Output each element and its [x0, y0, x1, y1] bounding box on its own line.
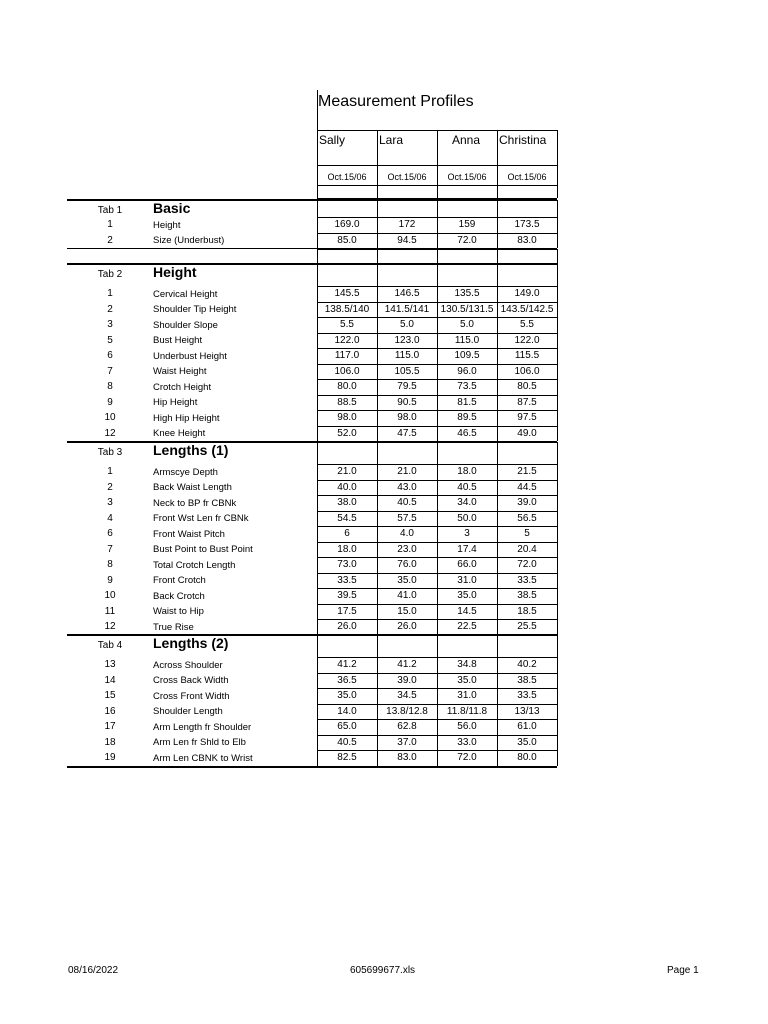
column-divider: [557, 249, 558, 264]
row-label: Shoulder Tip Height: [153, 304, 237, 315]
column-divider: [557, 264, 558, 441]
value-cell: 40.0: [337, 481, 357, 493]
value-cell: 40.2: [517, 659, 537, 670]
column-date-anna: Oct.15/06: [447, 172, 487, 182]
column-divider: [377, 200, 378, 248]
value-cell: 57.5: [397, 512, 417, 524]
row-label: Front Wst Len fr CBNk: [153, 513, 249, 524]
row-number: 8: [107, 559, 113, 570]
value-cell: 47.5: [397, 427, 417, 439]
row-label: Arm Length fr Shoulder: [153, 721, 252, 733]
value-cell: 66.0: [457, 559, 477, 570]
row-number: 7: [107, 365, 113, 377]
column-divider: [317, 200, 318, 248]
column-divider: [557, 200, 558, 248]
value-cell: 141.5/141: [384, 303, 430, 315]
title-divider: [317, 90, 318, 130]
value-cell: 26.0: [337, 621, 357, 632]
value-cell: 62.8: [397, 721, 417, 732]
value-cell: 11.8/11.8: [446, 705, 488, 717]
value-cell: 26.0: [397, 621, 417, 632]
column-divider: [497, 264, 498, 441]
row-number: 12: [104, 621, 116, 632]
section-title: Height: [153, 264, 197, 280]
value-cell: 13.8/12.8: [386, 705, 428, 717]
value-cell: 18.5: [517, 605, 537, 617]
row-label: Neck to BP fr CBNk: [153, 497, 237, 509]
value-cell: 39.5: [337, 590, 357, 601]
value-cell: 22.5: [457, 621, 477, 632]
value-cell: 90.5: [397, 396, 417, 408]
value-cell: 40.5: [337, 736, 357, 748]
value-cell: 33.5: [337, 574, 357, 586]
column-date-christina: Oct.15/06: [507, 172, 547, 182]
section-title: Lengths (2): [153, 635, 229, 651]
value-cell: 87.5: [517, 396, 537, 408]
value-cell: 72.0: [457, 752, 477, 763]
row-number: 1: [107, 466, 113, 477]
value-cell: 83.0: [397, 752, 417, 763]
value-cell: 106.0: [514, 365, 540, 377]
row-number: 6: [107, 350, 113, 361]
value-cell: 14.0: [337, 705, 357, 717]
value-cell: 106.0: [334, 365, 360, 377]
value-cell: 122.0: [334, 334, 360, 346]
row-number: 2: [107, 303, 113, 315]
section-title: Basic: [153, 200, 191, 216]
row-number: 3: [107, 319, 113, 330]
column-divider: [377, 635, 378, 766]
value-cell: 85.0: [337, 234, 357, 246]
value-cell: 122.0: [514, 334, 540, 346]
value-cell: 35.0: [457, 590, 477, 601]
row-label: Knee Height: [153, 428, 206, 439]
value-cell: 34.5: [397, 690, 417, 701]
row-label: Shoulder Length: [153, 706, 223, 717]
column-divider: [317, 249, 318, 264]
value-cell: 6: [344, 528, 350, 539]
row-number: 11: [104, 605, 116, 617]
value-cell: 115.0: [454, 334, 480, 346]
column-date-lara: Oct.15/06: [387, 172, 427, 182]
row-label: Cross Back Width: [153, 675, 229, 686]
row-label: Waist to Hip: [153, 606, 204, 617]
value-cell: 115.5: [514, 350, 540, 361]
row-label: Bust Point to Bust Point: [153, 544, 253, 555]
row-number: 7: [107, 543, 113, 555]
column-divider: [497, 635, 498, 766]
row-number: 1: [107, 288, 113, 299]
column-divider: [437, 264, 438, 441]
column-date-sally: Oct.15/06: [327, 172, 367, 182]
value-cell: 23.0: [397, 543, 417, 555]
value-cell: 39.0: [517, 497, 537, 508]
column-divider: [317, 635, 318, 766]
value-cell: 80.5: [517, 381, 537, 392]
value-cell: 14.5: [457, 605, 477, 617]
value-cell: 49.0: [517, 427, 537, 439]
value-cell: 135.5: [454, 288, 480, 299]
column-divider: [317, 442, 318, 635]
value-cell: 17.4: [457, 543, 477, 555]
value-cell: 143.5/142.5: [500, 303, 554, 315]
value-cell: 41.2: [337, 659, 357, 670]
value-cell: 159: [458, 219, 476, 230]
row-label: Armscye Depth: [153, 466, 218, 478]
header-column-divider: [437, 130, 438, 198]
section-top-border: [67, 634, 557, 636]
value-cell: 115.0: [394, 350, 420, 361]
value-cell: 46.5: [457, 427, 477, 439]
column-divider: [497, 200, 498, 248]
value-cell: 98.0: [397, 412, 417, 423]
value-cell: 109.5: [454, 350, 480, 361]
column-divider: [497, 249, 498, 264]
value-cell: 146.5: [394, 288, 420, 299]
value-cell: 5.5: [340, 319, 354, 330]
row-number: 18: [104, 736, 116, 748]
value-cell: 20.4: [517, 543, 537, 555]
value-cell: 98.0: [337, 412, 357, 423]
column-divider: [317, 264, 318, 441]
row-number: 10: [104, 590, 116, 601]
value-cell: 50.0: [457, 512, 477, 524]
value-cell: 80.0: [517, 752, 537, 763]
footer-filename: 605699677.xls: [350, 965, 416, 976]
value-cell: 173.5: [514, 219, 540, 230]
value-cell: 89.5: [457, 412, 477, 423]
value-cell: 105.5: [394, 365, 420, 377]
value-cell: 33.5: [517, 690, 537, 701]
section-tab-label: Tab 2: [97, 269, 123, 280]
value-cell: 21.5: [517, 466, 537, 477]
row-number: 2: [107, 234, 113, 246]
row-number: 4: [107, 512, 113, 524]
value-cell: 21.0: [397, 466, 417, 477]
row-number: 9: [107, 574, 113, 586]
row-label: True Rise: [153, 621, 194, 633]
value-cell: 35.0: [397, 574, 417, 586]
value-cell: 3: [464, 528, 470, 539]
column-name-sally: Sally: [319, 133, 346, 147]
column-divider: [437, 200, 438, 248]
header-column-divider: [317, 130, 318, 198]
value-cell: 117.0: [334, 350, 360, 361]
row-number: 19: [104, 752, 116, 763]
value-cell: 5.5: [520, 319, 534, 330]
row-number: 3: [107, 497, 113, 508]
row-label: Shoulder Slope: [153, 319, 218, 331]
column-divider: [557, 635, 558, 766]
section-top-border: [67, 199, 557, 201]
value-cell: 40.5: [397, 497, 417, 508]
row-label: Back Crotch: [153, 590, 205, 602]
value-cell: 41.2: [397, 659, 417, 670]
row-number: 10: [104, 412, 116, 423]
value-cell: 61.0: [517, 721, 537, 732]
header-column-divider: [377, 130, 378, 198]
row-label: Underbust Height: [153, 350, 227, 362]
page-title: Measurement Profiles: [318, 93, 474, 110]
value-cell: 18.0: [457, 466, 477, 477]
value-cell: 96.0: [457, 365, 477, 377]
value-cell: 56.5: [517, 512, 537, 524]
row-label: Arm Len fr Shld to Elb: [153, 737, 246, 748]
value-cell: 5.0: [460, 319, 474, 330]
table-bottom-border: [67, 766, 557, 768]
value-cell: 31.0: [457, 574, 477, 586]
row-label: Bust Height: [153, 335, 203, 346]
value-cell: 72.0: [457, 234, 477, 246]
section-top-border: [67, 441, 557, 443]
column-divider: [377, 264, 378, 441]
value-cell: 33.5: [517, 574, 537, 586]
value-cell: 80.0: [337, 381, 357, 392]
footer-date: 08/16/2022: [68, 965, 119, 976]
value-cell: 13/13: [514, 705, 540, 717]
value-cell: 145.5: [334, 288, 360, 299]
row-number: 5: [107, 334, 113, 346]
row-label: Height: [153, 219, 181, 231]
value-cell: 37.0: [397, 736, 417, 748]
value-cell: 73.5: [457, 381, 477, 392]
column-divider: [437, 442, 438, 635]
value-cell: 40.5: [457, 481, 477, 493]
value-cell: 82.5: [337, 752, 357, 763]
row-number: 12: [104, 427, 116, 439]
row-label: Cross Front Width: [153, 690, 230, 702]
row-label: Arm Len CBNK to Wrist: [153, 752, 253, 764]
section-divider: [67, 248, 317, 249]
value-cell: 52.0: [337, 427, 357, 439]
row-number: 16: [104, 705, 116, 717]
value-cell: 65.0: [337, 721, 357, 732]
value-cell: 21.0: [337, 466, 357, 477]
row-label: Cervical Height: [153, 288, 218, 300]
section-tab-label: Tab 1: [97, 205, 123, 216]
row-label: Waist Height: [153, 366, 207, 377]
row-label: Crotch Height: [153, 381, 212, 393]
value-cell: 25.5: [517, 621, 537, 632]
value-cell: 54.5: [337, 512, 357, 524]
value-cell: 5: [524, 528, 530, 539]
column-name-christina: Christina: [499, 133, 547, 147]
value-cell: 18.0: [337, 543, 357, 555]
value-cell: 17.5: [337, 605, 357, 617]
row-number: 9: [107, 396, 113, 408]
column-divider: [497, 442, 498, 635]
value-cell: 83.0: [517, 234, 537, 246]
value-cell: 15.0: [397, 605, 417, 617]
section-tab-label: Tab 4: [97, 640, 123, 651]
value-cell: 56.0: [457, 721, 477, 732]
column-divider: [557, 442, 558, 635]
value-cell: 38.5: [517, 590, 537, 601]
row-number: 13: [104, 659, 116, 670]
value-cell: 81.5: [457, 396, 477, 408]
row-number: 6: [107, 528, 113, 539]
section-top-border: [67, 263, 557, 265]
value-cell: 34.8: [457, 659, 477, 670]
value-cell: 44.5: [517, 481, 537, 493]
row-label: Across Shoulder: [153, 659, 223, 671]
value-cell: 88.5: [337, 396, 357, 408]
value-cell: 172: [398, 219, 416, 230]
section-title: Lengths (1): [153, 442, 229, 458]
column-divider: [377, 249, 378, 264]
value-cell: 130.5/131.5: [440, 303, 494, 315]
value-cell: 38.0: [337, 497, 357, 508]
value-cell: 39.0: [397, 674, 417, 686]
value-cell: 35.0: [457, 674, 477, 686]
value-cell: 149.0: [514, 288, 540, 299]
value-cell: 94.5: [397, 234, 417, 246]
value-cell: 72.0: [517, 559, 537, 570]
value-cell: 31.0: [457, 690, 477, 701]
column-divider: [437, 635, 438, 766]
row-number: 14: [104, 674, 116, 686]
value-cell: 76.0: [397, 559, 417, 570]
value-cell: 169.0: [334, 219, 360, 230]
row-number: 2: [107, 481, 113, 493]
value-cell: 123.0: [394, 334, 420, 346]
row-number: 1: [107, 219, 113, 230]
value-cell: 35.0: [517, 736, 537, 748]
footer-page-number: Page 1: [667, 965, 699, 976]
section-tab-label: Tab 3: [97, 447, 123, 458]
value-cell: 5.0: [400, 319, 414, 330]
row-label: Front Crotch: [153, 575, 206, 586]
header-column-divider: [497, 130, 498, 198]
row-label: Back Waist Length: [153, 482, 232, 493]
value-cell: 97.5: [517, 412, 537, 423]
value-cell: 38.5: [517, 674, 537, 686]
row-number: 17: [104, 721, 116, 732]
column-name-anna: Anna: [452, 133, 481, 147]
value-cell: 36.5: [337, 674, 357, 686]
row-label: Size (Underbust): [153, 235, 225, 246]
value-cell: 4.0: [400, 528, 414, 539]
value-cell: 73.0: [337, 559, 357, 570]
value-cell: 35.0: [337, 690, 357, 701]
value-cell: 34.0: [457, 497, 477, 508]
row-label: High Hip Height: [153, 412, 220, 424]
row-number: 15: [104, 690, 116, 701]
value-cell: 41.0: [397, 590, 417, 601]
row-label: Total Crotch Length: [153, 559, 236, 571]
row-label: Front Waist Pitch: [153, 528, 225, 540]
value-cell: 43.0: [397, 481, 417, 493]
column-name-lara: Lara: [379, 133, 404, 147]
value-cell: 138.5/140: [324, 303, 370, 315]
row-label: Hip Height: [153, 397, 198, 408]
value-cell: 33.0: [457, 736, 477, 748]
column-divider: [377, 442, 378, 635]
value-cell: 79.5: [397, 381, 417, 392]
row-number: 8: [107, 381, 113, 392]
header-column-divider: [557, 130, 558, 198]
column-divider: [437, 249, 438, 264]
